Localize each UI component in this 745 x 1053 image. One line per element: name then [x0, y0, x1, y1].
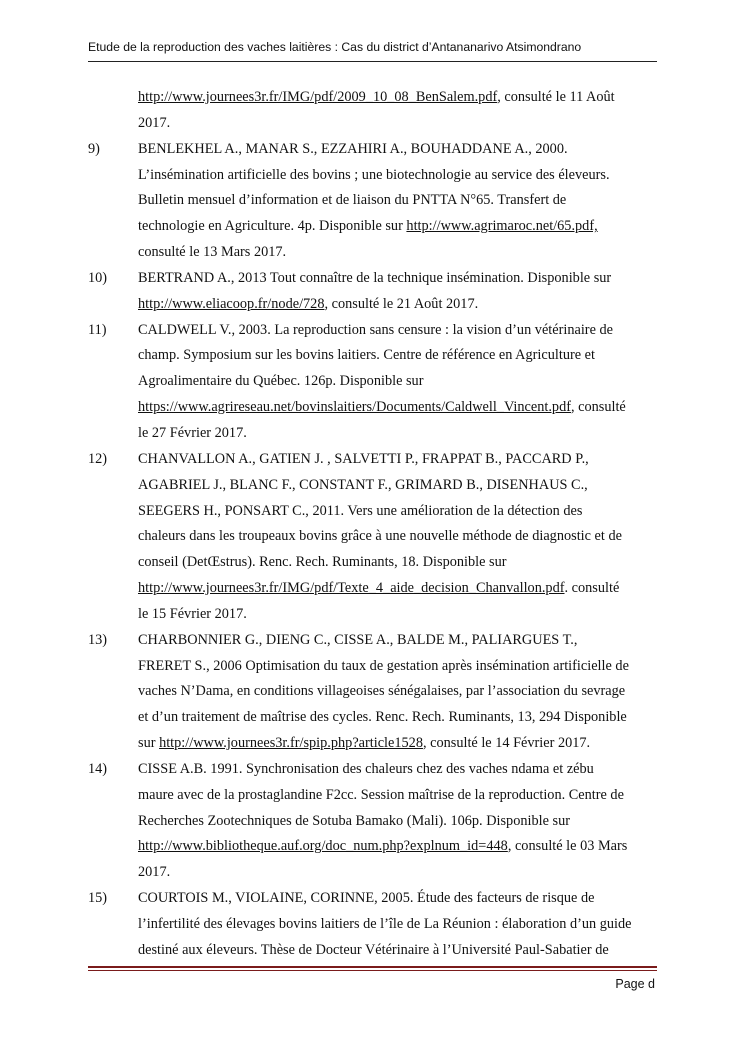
reference-line: COURTOIS M., VIOLAINE, CORINNE, 2005. Étude des facteurs de risque de — [138, 890, 595, 907]
reference-item-13 — [88, 628, 657, 654]
reference-number: 14) — [88, 760, 108, 777]
reference-list — [88, 85, 657, 964]
reference-number: 12) — [88, 450, 108, 467]
reference-line: champ. Symposium sur les bovins laitiers. Centre de référence en Agriculture et — [138, 347, 595, 364]
reference-line: CHANVALLON A., GATIEN J. , SALVETTI P., FRAPPAT B., PACCARD P., — [138, 450, 589, 467]
reference-item-9 — [88, 137, 657, 163]
footer-rule-thick — [88, 966, 657, 968]
reference-number: 11) — [88, 321, 107, 338]
reference-line: 2017. — [138, 864, 171, 881]
reference-line: BENLEKHEL A., MANAR S., EZZAHIRI A., BOUHADDANE A., 2000. — [138, 140, 568, 157]
running-header: Etude de la reproduction des vaches laitières : Cas du district d’Antananarivo Atsimondrano — [88, 40, 582, 54]
reference-line: conseil (DetŒstrus). Renc. Rech. Ruminants, 18. Disponible sur — [138, 554, 507, 571]
reference-line: CHARBONNIER G., DIENG C., CISSE A., BALDE M., PALIARGUES T., — [138, 631, 578, 648]
reference-number: 9) — [88, 140, 100, 157]
footer-rule-thin — [88, 970, 657, 971]
reference-line: 2017. — [138, 114, 171, 131]
reference-item-14 — [88, 757, 657, 783]
reference-link[interactable]: http://www.journees3r.fr/IMG/pdf/Texte_4_aide_decision_Chanvallon.pdf — [138, 580, 565, 597]
reference-line: destiné aux éleveurs. Thèse de Docteur Vétérinaire à l’Université Paul-Sabatier de — [138, 941, 609, 958]
reference-line: FRERET S., 2006 Optimisation du taux de gestation après insémination artificielle de — [138, 657, 629, 674]
header-rule — [88, 61, 657, 62]
reference-item-15 — [88, 886, 657, 912]
reference-link[interactable]: http://www.agrimaroc.net/65.pdf, — [406, 218, 598, 235]
reference-link[interactable]: https://www.agrireseau.net/bovinslaitiers/Documents/Caldwell_Vincent.pdf — [138, 399, 571, 416]
reference-line: CALDWELL V., 2003. La reproduction sans censure : la vision d’un vétérinaire de — [138, 321, 613, 338]
reference-link[interactable]: http://www.bibliotheque.auf.org/doc_num.php?explnum_id=448 — [138, 838, 508, 855]
reference-line: AGABRIEL J., BLANC F., CONSTANT F., GRIMARD B., DISENHAUS C., — [138, 476, 588, 493]
reference-line: le 15 Février 2017. — [138, 605, 247, 622]
reference-line: Recherches Zootechniques de Sotuba Bamako (Mali). 106p. Disponible sur — [138, 812, 570, 829]
reference-link[interactable]: http://www.journees3r.fr/IMG/pdf/2009_10_08_BenSalem.pdf — [138, 89, 498, 105]
reference-item-11 — [88, 318, 657, 344]
reference-line: https://www.agrireseau.net/bovinslaitiers/Documents/Caldwell_Vincent.pdf, consulté — [138, 399, 626, 416]
reference-8-tail: http://www.journees3r.fr/IMG/pdf/2009_10_08_BenSalem.pdf, consulté le 11 Août — [138, 89, 615, 105]
reference-line: http://www.bibliotheque.auf.org/doc_num.php?explnum_id=448, consulté le 03 Mars — [138, 838, 628, 855]
reference-line: l’infertilité des élevages bovins laitiers de l’île de La Réunion : élaboration d’un guide — [138, 916, 632, 932]
reference-line: sur http://www.journees3r.fr/spip.php?article1528, consulté le 14 Février 2017. — [138, 735, 591, 752]
reference-line: http://www.journees3r.fr/IMG/pdf/Texte_4_aide_decision_Chanvallon.pdf. consulté — [138, 580, 620, 597]
reference-item-10 — [88, 266, 657, 292]
reference-number: 13) — [88, 631, 108, 648]
reference-line: technologie en Agriculture. 4p. Disponible sur http://www.agrimaroc.net/65.pdf, — [138, 218, 598, 235]
reference-line: http://www.eliacoop.fr/node/728, consulté le 21 Août 2017. — [138, 295, 479, 312]
reference-item-12 — [88, 447, 657, 473]
reference-line: SEEGERS H., PONSART C., 2011. Vers une amélioration de la détection des — [138, 502, 583, 519]
page-number: Page d — [615, 977, 655, 991]
reference-number: 10) — [88, 269, 108, 286]
reference-line: vaches N’Dama, en conditions villageoises sénégalaises, par l’association du sevrage — [138, 683, 626, 700]
reference-line: CISSE A.B. 1991. Synchronisation des chaleurs chez des vaches ndama et zébu — [138, 760, 594, 777]
reference-line: consulté le 13 Mars 2017. — [138, 244, 287, 261]
reference-line: Bulletin mensuel d’information et de liaison du PNTTA N°65. Transfert de — [138, 192, 567, 209]
reference-link[interactable]: http://www.eliacoop.fr/node/728 — [138, 295, 325, 312]
reference-line: Agroalimentaire du Québec. 126p. Disponible sur — [138, 373, 424, 390]
reference-link[interactable]: http://www.journees3r.fr/spip.php?article1528 — [159, 735, 423, 752]
reference-line: maure avec de la prostaglandine F2cc. Session maîtrise de la reproduction. Centre de — [138, 786, 624, 803]
reference-line: L’insémination artificielle des bovins ; une biotechnologie au service des éleveurs. — [138, 166, 610, 183]
reference-number: 15) — [88, 890, 108, 907]
reference-line: et d’un traitement de maîtrise des cycles. Renc. Rech. Ruminants, 13, 294 Disponible — [138, 709, 627, 726]
reference-line: le 27 Février 2017. — [138, 424, 247, 441]
reference-line: BERTRAND A., 2013 Tout connaître de la technique insémination. Disponible sur — [138, 269, 612, 286]
reference-line: chaleurs dans les troupeaux bovins grâce à une nouvelle méthode de diagnostic et de — [138, 528, 622, 545]
